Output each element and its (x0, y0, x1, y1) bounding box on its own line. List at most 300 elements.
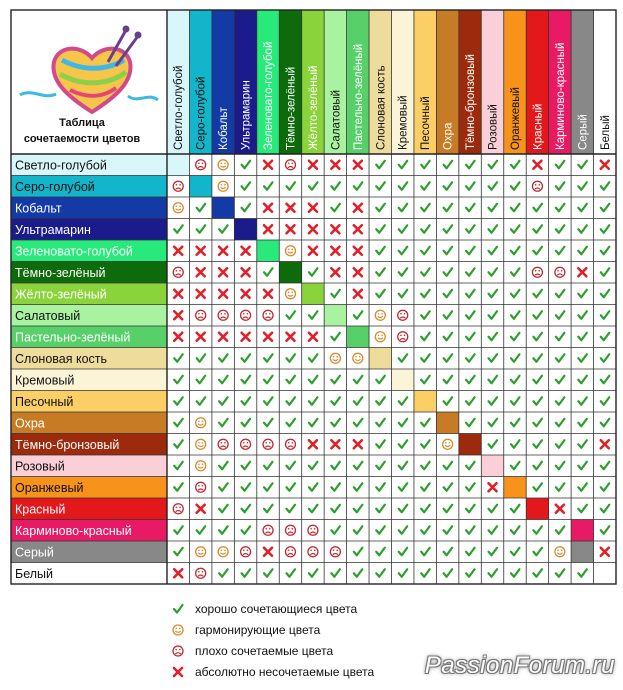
face-outline (218, 439, 228, 449)
table-cell (444, 311, 453, 319)
check-icon (601, 483, 610, 491)
face-eye (557, 549, 559, 551)
check-icon (421, 505, 430, 513)
check-icon-mark (511, 247, 519, 255)
check-icon (219, 376, 228, 384)
check-icon-mark (466, 225, 475, 233)
check-icon-mark (578, 462, 587, 470)
check-icon-mark (489, 311, 498, 319)
check-icon-mark (511, 354, 519, 362)
check-icon (376, 483, 385, 491)
check-icon-mark (489, 505, 498, 513)
face-outline (532, 267, 542, 277)
table-cell (578, 483, 587, 491)
check-icon-mark (354, 462, 363, 470)
column-header-label: Ультрамарин (240, 80, 253, 150)
table-cell (242, 333, 250, 341)
table-cell (376, 419, 385, 427)
face-outline (263, 310, 273, 320)
check-icon (511, 376, 519, 384)
table-cell (354, 569, 363, 577)
check-icon (331, 419, 340, 427)
table-cell (511, 376, 519, 384)
check-icon-mark (376, 440, 385, 448)
check-icon (354, 376, 363, 384)
check-icon-mark (578, 204, 587, 212)
table-cell (533, 526, 542, 534)
check-icon (578, 354, 587, 362)
table-cell (242, 526, 251, 534)
table-cell (511, 440, 519, 448)
check-icon (444, 569, 453, 577)
check-icon-mark (533, 376, 542, 384)
table-cell (241, 439, 251, 449)
table-cell (174, 440, 183, 448)
check-icon-mark (174, 419, 183, 427)
face-eye (176, 270, 178, 272)
cross-icon (578, 268, 586, 276)
check-icon (309, 182, 318, 190)
check-icon-mark (331, 483, 340, 491)
face-mouth (333, 359, 338, 360)
table-cell (489, 204, 498, 212)
check-icon-mark (601, 419, 610, 427)
check-icon-mark (399, 268, 408, 276)
table-cell (354, 397, 363, 405)
check-icon-mark (219, 569, 228, 577)
row-header-label: Тёмно-бронзовый (15, 437, 120, 452)
diagonal-cell (392, 369, 414, 391)
table-cell (376, 440, 385, 448)
check-icon-mark (511, 161, 519, 169)
check-icon (174, 526, 183, 534)
check-icon (533, 548, 542, 556)
table-cell (354, 225, 362, 233)
check-icon-mark (466, 397, 475, 405)
check-icon (421, 247, 430, 255)
check-icon (444, 354, 453, 362)
check-icon (170, 601, 186, 617)
check-icon (421, 225, 430, 233)
frown-icon (285, 439, 295, 449)
row-header-label: Кобальт (15, 201, 62, 216)
face-eye (557, 270, 559, 272)
check-icon-mark (197, 376, 206, 384)
logo-needle (123, 26, 130, 33)
table-cell (309, 225, 317, 233)
check-icon-mark (421, 225, 430, 233)
face-eye (179, 506, 181, 508)
table-cell (556, 569, 565, 577)
check-icon (421, 483, 430, 491)
column-header-label: Серый (577, 114, 590, 150)
check-icon (489, 247, 498, 255)
face-eye (243, 442, 245, 444)
table-cell (331, 462, 340, 470)
table-cell (421, 505, 430, 513)
table-cell (285, 439, 295, 449)
check-icon-mark (601, 268, 610, 276)
check-icon (309, 483, 318, 491)
table-cell (578, 225, 587, 233)
check-icon (489, 440, 498, 448)
table-cell (331, 333, 340, 341)
table-cell (354, 419, 363, 427)
check-icon (578, 483, 587, 491)
table-cell (489, 311, 498, 319)
cross-icon (331, 440, 339, 448)
check-icon-mark (421, 440, 430, 448)
table-cell (309, 376, 318, 384)
table-cell (264, 397, 273, 405)
table-cell (421, 311, 430, 319)
table-cell (398, 332, 408, 342)
check-icon-mark (466, 569, 475, 577)
check-icon (219, 505, 228, 513)
face-mouth (288, 252, 293, 253)
face-mouth (176, 510, 181, 511)
table-cell (174, 354, 183, 362)
face-outline (196, 547, 206, 557)
cross-icon (264, 225, 272, 233)
diagonal-cell (257, 240, 279, 262)
table-cell (466, 397, 475, 405)
face-eye (449, 442, 451, 444)
cross-icon (601, 440, 609, 448)
check-icon (376, 526, 385, 534)
table-cell (489, 225, 498, 233)
table-cell (376, 161, 385, 169)
check-icon-mark (264, 505, 273, 513)
table-cell (489, 397, 498, 405)
check-icon-mark (444, 225, 453, 233)
check-icon (533, 333, 542, 341)
table-cell (174, 290, 182, 298)
table-cell (376, 526, 385, 534)
table-cell (174, 462, 183, 470)
face-mouth (310, 553, 315, 554)
check-icon-mark (578, 161, 587, 169)
check-icon-mark (533, 569, 542, 577)
check-icon (533, 290, 542, 298)
check-icon-mark (489, 354, 498, 362)
table-cell (242, 290, 250, 298)
check-icon-mark (331, 569, 340, 577)
frown-icon (173, 181, 183, 191)
smile-icon (555, 547, 565, 557)
table-cell (174, 397, 183, 405)
row-header-label: Тёмно-зелёный (15, 265, 106, 280)
table-cell (601, 483, 610, 491)
check-icon (219, 569, 228, 577)
check-icon-mark (399, 462, 408, 470)
table-cell (354, 526, 363, 534)
check-icon (578, 182, 587, 190)
check-icon-mark (309, 505, 318, 513)
table-cell (286, 333, 294, 341)
diagonal-cell (167, 154, 189, 176)
face-mouth (310, 532, 315, 533)
check-icon (489, 354, 498, 362)
check-icon (444, 548, 453, 556)
table-cell (197, 247, 205, 255)
table-cell (197, 526, 206, 534)
check-icon (601, 311, 610, 319)
check-icon-mark (331, 397, 340, 405)
check-icon (399, 354, 408, 362)
check-icon-mark (309, 354, 318, 362)
table-cell (241, 310, 251, 320)
check-icon-mark (286, 462, 295, 470)
check-icon (174, 397, 183, 405)
diagonal-cell (324, 305, 346, 327)
face-eye (202, 571, 204, 573)
table-cell (511, 182, 519, 190)
check-icon-mark (511, 462, 519, 470)
table-cell (354, 483, 363, 491)
table-cell (375, 332, 385, 342)
table-cell (556, 462, 565, 470)
check-icon (376, 548, 385, 556)
check-icon-mark (376, 483, 385, 491)
check-icon-mark (533, 311, 542, 319)
check-icon-mark (601, 225, 610, 233)
check-icon (511, 161, 519, 169)
table-cell (511, 161, 519, 169)
check-icon-mark (309, 182, 318, 190)
check-icon-mark (219, 397, 228, 405)
face-eye (179, 184, 181, 186)
check-icon-mark (331, 290, 340, 298)
row-header-label: Белый (15, 566, 54, 581)
face-eye (198, 442, 200, 444)
face-outline (196, 568, 206, 578)
check-icon (556, 290, 565, 298)
check-icon (242, 569, 251, 577)
face-mouth (288, 532, 293, 533)
face-eye (198, 571, 200, 573)
table-cell (219, 376, 228, 384)
check-icon (466, 161, 475, 169)
face-eye (176, 184, 178, 186)
table-cell (264, 161, 272, 169)
check-icon (489, 569, 498, 577)
check-icon (174, 376, 183, 384)
check-icon (601, 419, 610, 427)
table-cell (398, 310, 408, 320)
face-mouth (557, 553, 562, 554)
check-icon (174, 548, 183, 556)
table-cell (218, 181, 228, 191)
face-eye (176, 205, 178, 207)
table-cell (376, 505, 385, 513)
table-cell (556, 182, 565, 190)
table-cell (489, 376, 498, 384)
table-cell (174, 247, 182, 255)
cross-icon (556, 505, 564, 513)
check-icon (444, 311, 453, 319)
check-icon (533, 440, 542, 448)
check-icon (489, 526, 498, 534)
face-mouth (355, 359, 360, 360)
check-icon-mark (533, 419, 542, 427)
table-cell (533, 548, 542, 556)
check-icon-mark (421, 204, 430, 212)
check-icon-mark (421, 268, 430, 276)
cross-icon (264, 548, 272, 556)
table-cell (533, 483, 542, 491)
check-icon-mark (444, 526, 453, 534)
check-icon (444, 397, 453, 405)
check-icon (174, 225, 183, 233)
check-icon-mark (354, 311, 363, 319)
check-icon (601, 505, 610, 513)
table-cell (286, 311, 295, 319)
check-icon (421, 161, 430, 169)
check-icon (533, 247, 542, 255)
check-icon-mark (444, 505, 453, 513)
table-cell (601, 397, 610, 405)
check-icon (533, 354, 542, 362)
check-icon-mark (466, 483, 475, 491)
table-cell (511, 311, 519, 319)
check-icon-mark (466, 247, 475, 255)
check-icon (556, 333, 565, 341)
face-mouth (175, 631, 180, 632)
check-icon-mark (242, 376, 251, 384)
check-icon (399, 397, 408, 405)
check-icon-mark (533, 397, 542, 405)
table-cell (219, 462, 228, 470)
check-icon-mark (376, 419, 385, 427)
check-icon (533, 462, 542, 470)
check-icon-mark (399, 204, 408, 212)
face-eye (221, 442, 223, 444)
check-icon-mark (466, 333, 475, 341)
row-header-label: Пастельно-зелёный (15, 330, 131, 345)
check-icon (376, 161, 385, 169)
check-icon-mark (219, 419, 228, 427)
table-cell (173, 203, 183, 213)
face-eye (359, 356, 361, 358)
check-icon (331, 204, 340, 212)
table-cell (556, 397, 565, 405)
table-cell (309, 268, 318, 276)
face-eye (198, 549, 200, 551)
check-icon (511, 397, 519, 405)
check-icon-mark (578, 182, 587, 190)
diagonal-cell (481, 455, 503, 477)
face-mouth (445, 445, 450, 446)
check-icon-mark (556, 204, 565, 212)
table-cell (556, 290, 565, 298)
check-icon-mark (309, 397, 318, 405)
check-icon (376, 397, 385, 405)
legend-symbol (167, 601, 189, 617)
frown-icon (532, 181, 542, 191)
table-cell (309, 569, 318, 577)
diagonal-cell (189, 176, 211, 198)
row-header-label: Серый (15, 545, 54, 560)
check-icon (444, 225, 453, 233)
check-icon-mark (399, 548, 408, 556)
face-eye (291, 162, 293, 164)
table-cell (532, 267, 542, 277)
table-cell (219, 290, 227, 298)
check-icon-mark (489, 397, 498, 405)
check-icon-mark (242, 462, 251, 470)
check-icon-mark (286, 483, 295, 491)
table-cell (421, 161, 430, 169)
check-icon (466, 526, 475, 534)
face-outline (173, 625, 183, 635)
table-cell (241, 547, 251, 557)
table-cell (444, 333, 453, 341)
face-eye (179, 648, 181, 650)
table-cell (376, 462, 385, 470)
table-cell (443, 439, 453, 449)
check-icon (489, 311, 498, 319)
frown-icon (218, 439, 228, 449)
check-icon (466, 182, 475, 190)
frown-icon (263, 310, 273, 320)
check-icon-mark (242, 161, 251, 169)
face-outline (218, 160, 228, 170)
column-header-label: Слоновая кость (375, 65, 388, 150)
cross-icon (331, 161, 339, 169)
check-icon-mark (376, 505, 385, 513)
check-icon-mark (466, 505, 475, 513)
table-cell (421, 268, 430, 276)
check-icon-mark (466, 311, 475, 319)
check-icon (354, 526, 363, 534)
cross-icon (601, 548, 609, 556)
table-cell (376, 268, 385, 276)
table-cell (264, 376, 273, 384)
check-icon-mark (354, 483, 363, 491)
check-icon (331, 397, 340, 405)
check-icon (399, 419, 408, 427)
legend-symbol (167, 664, 189, 680)
table-cell (421, 290, 430, 298)
row-header-label: Розовый (15, 459, 65, 474)
check-icon-mark (264, 569, 273, 577)
check-icon-mark (354, 419, 363, 427)
check-icon-mark (489, 204, 498, 212)
check-icon-mark (331, 505, 340, 513)
check-icon (578, 161, 587, 169)
face-outline (173, 203, 183, 213)
cross-icon (197, 333, 205, 341)
watermark: PassionForum.ru (424, 652, 615, 679)
face-mouth (198, 489, 203, 490)
check-icon (489, 268, 498, 276)
check-icon (578, 204, 587, 212)
table-cell (197, 204, 206, 212)
column-header-label: Пастельно-зелёный (352, 43, 365, 150)
check-icon (533, 225, 542, 233)
check-icon (309, 311, 318, 319)
table-cell (309, 440, 317, 448)
smile-icon (330, 353, 340, 363)
column-header-label: Красный (532, 103, 545, 150)
table-cell (466, 311, 475, 319)
check-icon (242, 204, 251, 212)
check-icon (511, 311, 519, 319)
table-cell (353, 353, 363, 363)
check-icon (376, 376, 385, 384)
check-icon (309, 354, 318, 362)
